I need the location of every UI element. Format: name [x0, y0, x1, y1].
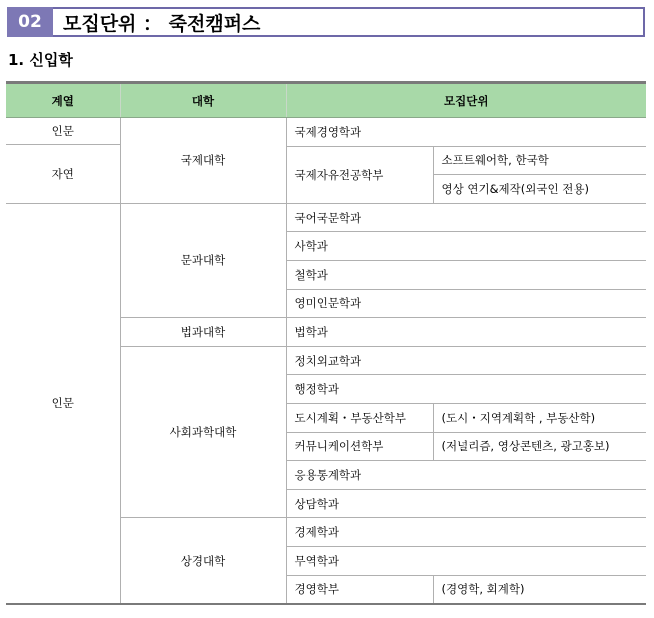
- sub-unit-cell: (도시・지역계획학 , 부동산학): [433, 403, 646, 432]
- unit-cell: 응용통계학과: [286, 461, 646, 490]
- sub-unit-cell: 영상 연기&제작(외국인 전용): [433, 175, 646, 204]
- unit-cell: 경영학부: [286, 575, 433, 604]
- admission-units-table: [6, 81, 646, 605]
- unit-cell: 상담학과: [286, 489, 646, 518]
- college-cell: 상경대학: [120, 518, 286, 604]
- unit-cell: 국제자유전공학부: [286, 146, 433, 203]
- section-title: 1. 신입학: [8, 51, 73, 69]
- table-header-row: [6, 83, 646, 118]
- table-row: [6, 118, 646, 145]
- unit-cell: 도시계획・부동산학부: [286, 403, 433, 432]
- section-number: 02: [7, 7, 53, 37]
- field-cell: 인문: [6, 203, 120, 604]
- page-header: [7, 7, 645, 37]
- college-cell: 문과대학: [120, 203, 286, 317]
- header-college: 대학: [120, 83, 286, 118]
- unit-cell: 국어국문학과: [286, 203, 646, 232]
- unit-cell: 영미인문학과: [286, 289, 646, 318]
- header-unit: 모집단위: [286, 83, 646, 118]
- unit-cell: 경제학과: [286, 518, 646, 547]
- header-field: 계열: [6, 83, 120, 118]
- unit-cell: 법학과: [286, 318, 646, 347]
- unit-cell: 정치외교학과: [286, 346, 646, 375]
- table-row: [6, 203, 646, 232]
- college-cell: 국제대학: [120, 118, 286, 204]
- unit-cell: 커뮤니케이션학부: [286, 432, 433, 461]
- field-cell: 자연: [6, 145, 120, 204]
- field-cell: 인문: [6, 118, 120, 145]
- sub-unit-cell: (저널리즘, 영상콘텐츠, 광고홍보): [433, 432, 646, 461]
- unit-cell: 사학과: [286, 232, 646, 261]
- page-title: 모집단위 ： 죽전캠퍼스: [53, 7, 645, 37]
- sub-unit-cell: 소프트웨어학, 한국학: [433, 146, 646, 175]
- unit-cell: 국제경영학과: [286, 118, 646, 147]
- college-cell: 사회과학대학: [120, 346, 286, 518]
- college-cell: 법과대학: [120, 318, 286, 347]
- unit-cell: 무역학과: [286, 546, 646, 575]
- unit-cell: 행정학과: [286, 375, 646, 404]
- unit-cell: 철학과: [286, 260, 646, 289]
- sub-unit-cell: (경영학, 회계학): [433, 575, 646, 604]
